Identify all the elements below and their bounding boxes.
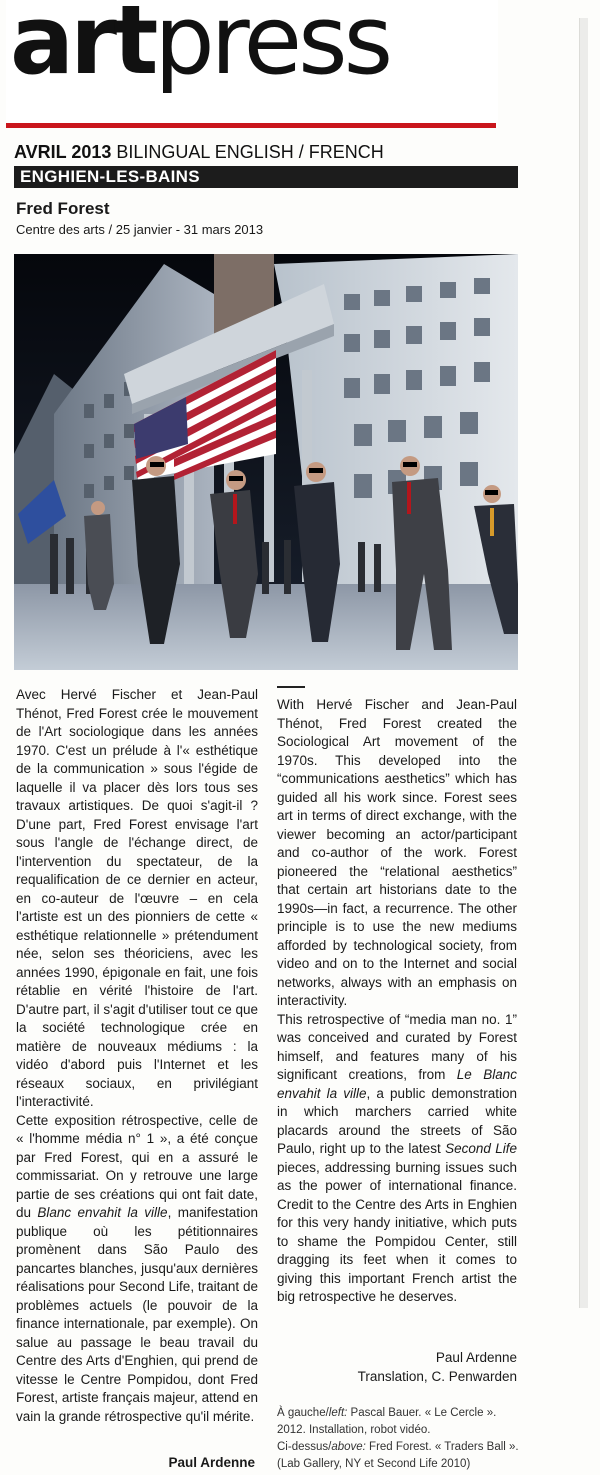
english-text [277, 696, 517, 1307]
column-dash [277, 686, 305, 688]
red-rule [6, 123, 496, 128]
logo-art: art [10, 0, 155, 96]
english-p2-b: , a public demonstration in which marchers carried white placards around the streets of São Paulo, right up to the latest [277, 1085, 517, 1156]
page-edge [579, 18, 588, 1308]
section-bar [14, 166, 518, 188]
french-paragraph-1: Avec Hervé Fischer et Jean-Paul Thénot, Fred Forest crée le mouvement de l'Art sociologique dans les années 1970. C'est un prélude à l'« esthétique de la communication » sous l'égide de laquelle il va placer dès lors tous ses travaux artistiques. De quoi s'agit-il ? D'une part, Fred Forest envisage l'art sous l'angle de l'échange direct, de l'intervention du spectateur, de la requalification de ce dernier en acteur, en co-auteur de l'œuvre – en cela l'artiste est un des pionniers de cette « esthétique relationnelle » prétendument née, selon ses théoriciens, avec les années 1990, épigonale en fait, une fois rétablie en vérité l'histoire de l'art. D'autre part, il s'agit d'utiliser tout ce que la société technologique crée en matière de nouveaux médiums : la vidéo d'abord puis l'Internet et les réseaux sociaux, en privilégiant l'interactivité. [16, 687, 258, 1109]
english-paragraph-2 [277, 1011, 517, 1307]
issue-line [14, 142, 384, 163]
caption-above-fr: Ci-dessus/ [277, 1441, 332, 1453]
section-title: ENGHIEN-LES-BAINS [20, 167, 200, 186]
english-signature: Paul Ardenne [435, 1350, 517, 1365]
logo-press: press [154, 0, 390, 96]
english-signature-block [277, 1349, 517, 1386]
photo-caption [277, 1405, 525, 1473]
english-work-title-2: Second Life [445, 1141, 517, 1156]
caption-left-text: Pascal Bauer. « Le Cercle ». 2012. Installation, robot vidéo. [277, 1407, 497, 1436]
french-p2-a: Cette exposition rétrospective, celle de « l'homme média n° 1 », a été conçue par Fred Forest, qui en a assuré le commissariat. On y retrouve une large partie de ses créations qui ont fait date, du [16, 1112, 258, 1220]
english-paragraph-1: With Hervé Fischer and Jean-Paul Thénot, Fred Forest created the Sociological Art movement of the 1970s. This developed into the “communications aesthetics” which has guided all his work since. Forest sees art in terms of direct exchange, with the viewer becoming an actor/participant and co-author of the work. Forest pioneered the “relational aesthetics” that certain art historians date to the 1990s—in fact, a recurrence. The other principle is to use the new mediums afforded by technological society, from video and on to the Internet and social networks, always with an emphasis on interactivity. [277, 697, 517, 1008]
french-text [16, 686, 258, 1426]
translation-credit: Translation, C. Penwarden [357, 1368, 517, 1384]
english-p2-a: This retrospective of “media man no. 1” was conceived and curated by Forest himself, and features many of his significant creations, from [277, 1011, 517, 1082]
venue-dates: Centre des arts / 25 janvier - 31 mars 2013 [16, 222, 264, 237]
french-paragraph-2 [16, 1112, 258, 1427]
caption-left [277, 1405, 525, 1439]
french-signature: Paul Ardenne [168, 1455, 255, 1470]
french-p2-b: , manifestation publique où les pétitionnaires promènent dans São Paulo des pancartes blanches, jusqu'aux dernières réalisations pour Second Life, traitant de problèmes actuels (le pouvoir de la finance internationale, par exemple). On salue au passage le beau travail du Centre des Arts d'Enghien, qui prend de vitesse le Centre Pompidou, dont Fred Forest, artiste français majeur, attend en vain la grande rétrospective qu'il mérite. [16, 1205, 258, 1424]
artist-name: Fred Forest [16, 199, 110, 218]
issue-edition: BILINGUAL ENGLISH / FRENCH [116, 142, 384, 162]
exhibition-photo [14, 254, 518, 670]
caption-left-en: left: [328, 1407, 348, 1419]
masthead [6, 0, 498, 128]
english-work-title-1: Le Blanc envahit la ville [277, 1067, 517, 1101]
caption-above-en: above: [331, 1441, 366, 1453]
issue-date: AVRIL 2013 [14, 142, 112, 162]
artpress-logo [10, 0, 390, 96]
caption-above [277, 1439, 525, 1473]
caption-left-fr: À gauche/ [277, 1407, 329, 1419]
caption-above-text: Fred Forest. « Traders Ball ». (Lab Gallery, NY et Second Life 2010) [277, 1441, 519, 1470]
english-p2-c: pieces, addressing burning issues such as the power of international finance. Credit to the Centre des Arts in Enghien for this very handy initiative, which puts to shame the Pompidou Center, still dragging its feet when it comes to giving this important French artist the big retrospective he deserves. [277, 1159, 517, 1304]
french-work-title: Blanc envahit la ville [37, 1205, 168, 1220]
